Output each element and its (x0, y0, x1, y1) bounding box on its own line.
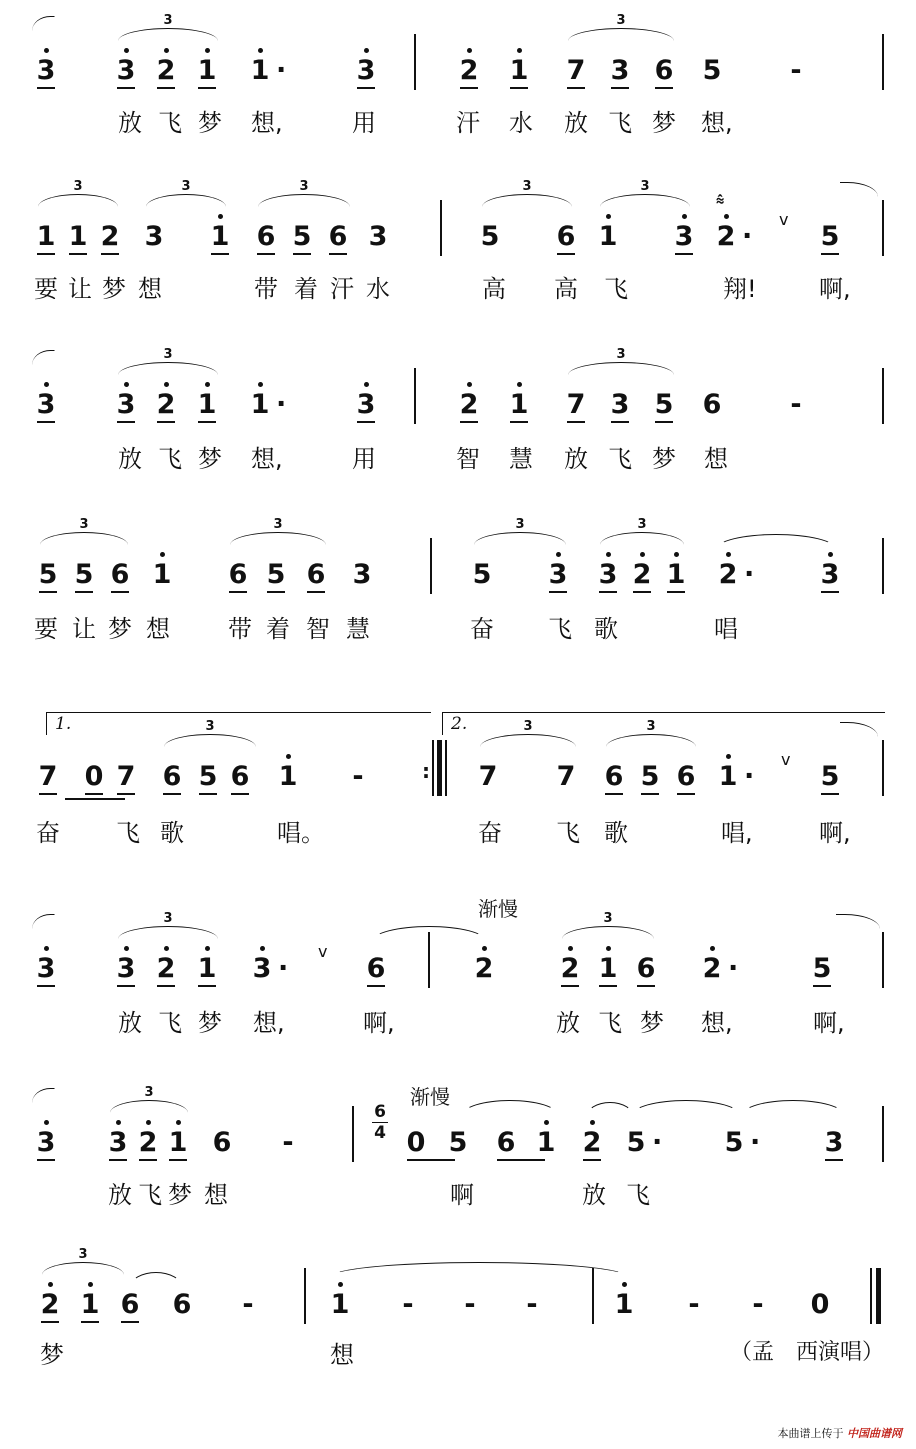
note: 1 (77, 1290, 103, 1320)
dot-extension: · (276, 389, 287, 420)
triplet-mark: 3 (118, 22, 218, 38)
triplet-mark: 3 (600, 188, 690, 204)
triplet-mark: 3 (562, 920, 654, 936)
lyric-syllable: 让 (68, 275, 92, 303)
dot-extension: · (742, 221, 753, 252)
lyrics-line-6 (0, 1008, 916, 1048)
note: 1 (275, 762, 301, 792)
note: 2 (153, 390, 179, 420)
lyric-syllable: 飞 (598, 1009, 622, 1037)
lyric-syllable: 汗 (330, 275, 354, 303)
time-signature: 6 4 (370, 1102, 390, 1143)
note-extension-dash: - (464, 1289, 476, 1320)
lyric-syllable: 飞 (604, 275, 628, 303)
triplet-mark: 3 (482, 188, 572, 204)
note: 5 (651, 390, 677, 420)
lyric-syllable: 想, (251, 109, 283, 137)
lyric-syllable: 唱。 (277, 819, 325, 847)
lyric-syllable: 放 (118, 445, 142, 473)
note: 6 (253, 222, 279, 252)
lyric-syllable: 梦 (652, 445, 676, 473)
note-extension-dash: - (282, 1127, 294, 1158)
lyric-syllable: 梦 (198, 445, 222, 473)
lyric-syllable: 梦 (108, 615, 132, 643)
note: 1 (533, 1128, 559, 1158)
lyric-syllable: 奋 (36, 819, 60, 847)
note: 7 (563, 390, 589, 420)
note: 5 (817, 222, 843, 252)
note-extension-dash: - (688, 1289, 700, 1320)
lyric-syllable: 智 (456, 445, 480, 473)
note: 6 (227, 762, 253, 792)
note: 5 (480, 221, 500, 252)
note: 2 (153, 954, 179, 984)
lyric-syllable: 想 (138, 275, 162, 303)
tempo-marking: 渐慢 (410, 1085, 450, 1109)
breath-mark: v (781, 750, 791, 769)
lyrics-line-3 (0, 444, 916, 484)
note: 5 (724, 1127, 744, 1158)
note: 1 (247, 56, 273, 86)
note: 5 (809, 954, 835, 984)
note: 2 (135, 1128, 161, 1158)
triplet-mark: 3 (118, 920, 218, 936)
triplet-mark: 3 (40, 526, 128, 542)
note: 6 (117, 1290, 143, 1320)
note: 0 (81, 762, 107, 792)
barline (414, 34, 416, 90)
note: 3 (607, 390, 633, 420)
note: 3 (353, 56, 379, 86)
repeat-dots: : (422, 759, 430, 783)
lyric-syllable: 奋 (478, 819, 502, 847)
lyric-syllable: 飞 (608, 109, 632, 137)
note: 3 (33, 390, 59, 420)
note: 2 (579, 1128, 605, 1158)
lyric-syllable: 想 (146, 615, 170, 643)
note: 0 (403, 1128, 429, 1158)
note: 3 (105, 1128, 131, 1158)
note: 7 (113, 762, 139, 792)
note: 7 (35, 762, 61, 792)
lyric-syllable: 智 (306, 615, 330, 643)
note-extension-dash: - (242, 1289, 254, 1320)
note: 5 (637, 762, 663, 792)
triplet-mark: 3 (480, 728, 576, 744)
lyric-syllable: 汗 (456, 109, 480, 137)
lyric-syllable: 啊, (363, 1009, 395, 1037)
barline (445, 740, 447, 796)
note: 1 (207, 222, 233, 252)
lyric-syllable: 想 (704, 445, 728, 473)
lyric-syllable: 啊, (819, 819, 851, 847)
note: 6 (651, 56, 677, 86)
score-line-6 (0, 911, 916, 1154)
note: 6 (601, 762, 627, 792)
lyric-syllable: 飞 (548, 615, 572, 643)
note: 1 (595, 222, 621, 252)
note: 5 (263, 560, 289, 590)
triplet-mark: 3 (230, 526, 326, 542)
note: 1 (165, 1128, 191, 1158)
triplet-mark: 3 (164, 728, 256, 744)
triplet-mark: 3 (258, 188, 350, 204)
note: 1 (715, 762, 741, 792)
note: 1 (506, 390, 532, 420)
lyric-syllable: 放 (564, 445, 588, 473)
note: 1 (33, 222, 59, 252)
lyric-syllable: 梦 (40, 1341, 64, 1369)
note: 0 (810, 1289, 830, 1320)
note: 6 (212, 1127, 232, 1158)
lyric-syllable: 想, (251, 445, 283, 473)
triplet-mark: 3 (42, 1256, 124, 1272)
note: 7 (556, 761, 576, 792)
note: 3 (33, 1128, 59, 1158)
lyric-syllable: 带 (254, 275, 278, 303)
note: 6 (159, 762, 185, 792)
note: 3 (113, 954, 139, 984)
note: 7 (563, 56, 589, 86)
note: 3 (595, 560, 621, 590)
lyric-syllable: 要 (34, 615, 58, 643)
lyrics-line-7 (0, 1180, 916, 1220)
note: 1 (506, 56, 532, 86)
triplet-mark: 3 (600, 526, 684, 542)
barline (352, 1106, 354, 1162)
note: 2 (715, 560, 741, 590)
barline (882, 368, 884, 424)
note: 6 (673, 762, 699, 792)
note: 2 (699, 954, 725, 984)
note-extension-dash: - (352, 761, 364, 792)
note: 1 (149, 560, 175, 590)
note: 3 (671, 222, 697, 252)
lyric-syllable: 水 (366, 275, 390, 303)
note: 1 (194, 56, 220, 86)
barline (428, 932, 430, 988)
lyric-syllable: 飞 (138, 1181, 162, 1209)
note: 3 (817, 560, 843, 590)
breath-mark: v (318, 942, 328, 961)
lyric-syllable: 放 (582, 1181, 606, 1209)
performer-credit: （孟 西演唱） (729, 1340, 884, 1365)
lyric-syllable: 放 (118, 109, 142, 137)
triplet-mark: 3 (568, 22, 674, 38)
lyric-syllable: 飞 (158, 1009, 182, 1037)
first-ending-bracket: 1. (46, 712, 431, 735)
lyric-syllable: 想 (204, 1181, 228, 1209)
note: 5 (71, 560, 97, 590)
lyric-syllable: 用 (352, 109, 376, 137)
note: 3 (144, 221, 164, 252)
lyric-syllable: 想, (701, 109, 733, 137)
lyric-syllable: 要 (34, 275, 58, 303)
final-barline-thick (876, 1268, 881, 1324)
note: 3 (821, 1128, 847, 1158)
note: 2 (37, 1290, 63, 1320)
note: 3 (33, 954, 59, 984)
note: 1 (663, 560, 689, 590)
note-extension-dash: - (526, 1289, 538, 1320)
note: 1 (327, 1290, 353, 1320)
triplet-mark: 3 (118, 356, 218, 372)
barline (882, 34, 884, 90)
tie-start (32, 16, 55, 31)
lyrics-line-1 (0, 108, 916, 148)
triplet-mark: 3 (568, 356, 674, 372)
note: 2 (456, 56, 482, 86)
mordent-ornament: ⩯ (716, 193, 725, 209)
triplet-mark: 3 (146, 188, 226, 204)
note-extension-dash: - (790, 55, 802, 86)
lyric-syllable: 飞 (556, 819, 580, 847)
note: 5 (448, 1127, 468, 1158)
barline (882, 538, 884, 594)
lyric-syllable: 让 (72, 615, 96, 643)
barline (882, 740, 884, 796)
lyric-syllable: 想, (253, 1009, 285, 1037)
breath-mark: v (779, 210, 789, 229)
lyric-syllable: 梦 (652, 109, 676, 137)
lyric-syllable: 放 (108, 1181, 132, 1209)
lyric-syllable: 放 (556, 1009, 580, 1037)
barline (414, 368, 416, 424)
note: 1 (194, 954, 220, 984)
lyric-syllable: 梦 (168, 1181, 192, 1209)
dot-extension: · (750, 1127, 761, 1158)
note: 5 (817, 762, 843, 792)
lyric-syllable: 翔! (723, 275, 757, 303)
note-extension-dash: - (790, 389, 802, 420)
note: 3 (545, 560, 571, 590)
lyric-syllable: 慧 (346, 615, 370, 643)
note: 2 (557, 954, 583, 984)
lyric-syllable: 啊, (813, 1009, 845, 1037)
dot-extension: · (744, 559, 755, 590)
lyric-syllable: 飞 (158, 445, 182, 473)
note: 5 (702, 55, 722, 86)
lyrics-line-4 (0, 614, 916, 654)
note: 2 (153, 56, 179, 86)
lyric-syllable: 放 (564, 109, 588, 137)
note: 7 (478, 761, 498, 792)
note: 3 (607, 56, 633, 86)
final-barline-thin (870, 1268, 872, 1324)
note: 3 (113, 390, 139, 420)
note: 5 (626, 1127, 646, 1158)
note: 2 (456, 390, 482, 420)
note: 1 (611, 1290, 637, 1320)
lyric-syllable: 带 (228, 615, 252, 643)
upload-source-footer (778, 1427, 903, 1441)
lyric-syllable: 飞 (626, 1181, 650, 1209)
note: 2 (471, 954, 497, 984)
note: 1 (595, 954, 621, 984)
note: 6 (107, 560, 133, 590)
barline (882, 932, 884, 988)
second-ending-bracket: 2. (442, 712, 885, 735)
footer-text: 本曲谱上传于 (777, 1427, 844, 1440)
note: 3 (353, 390, 379, 420)
lyric-syllable: 飞 (608, 445, 632, 473)
dot-extension: · (744, 761, 755, 792)
barline (440, 200, 442, 256)
note: 3 (249, 954, 275, 984)
lyrics-line-2 (0, 274, 916, 314)
lyric-syllable: 放 (118, 1009, 142, 1037)
lyric-syllable: 梦 (640, 1009, 664, 1037)
lyric-syllable: 啊, (819, 275, 851, 303)
lyric-syllable: 着 (266, 615, 290, 643)
lyric-syllable: 梦 (198, 1009, 222, 1037)
note: 3 (368, 221, 388, 252)
note: 5 (289, 222, 315, 252)
lyric-syllable: 水 (509, 109, 533, 137)
dot-extension: · (276, 55, 287, 86)
barline (882, 1106, 884, 1162)
repeat-barline-thick (437, 740, 442, 796)
note: 5 (472, 559, 492, 590)
dot-extension: · (278, 953, 289, 984)
lyrics-line-5 (0, 818, 916, 858)
lyric-syllable: 唱, (721, 819, 753, 847)
barline (432, 740, 434, 796)
lyric-syllable: 奋 (470, 615, 494, 643)
note: 3 (352, 559, 372, 590)
note: 6 (172, 1289, 192, 1320)
dot-extension: · (652, 1127, 663, 1158)
note: 3 (33, 56, 59, 86)
note: 3 (113, 56, 139, 86)
note: 1 (247, 390, 273, 420)
lyric-syllable: 飞 (116, 819, 140, 847)
lyric-syllable: 慧 (509, 445, 533, 473)
lyric-syllable: 梦 (102, 275, 126, 303)
lyric-syllable: 用 (352, 445, 376, 473)
note: 2 (97, 222, 123, 252)
lyric-syllable: 歌 (160, 819, 184, 847)
lyric-syllable: 想, (701, 1009, 733, 1037)
note: 6 (553, 222, 579, 252)
note: 6 (225, 560, 251, 590)
note: 6 (325, 222, 351, 252)
note: 6 (303, 560, 329, 590)
note: 2 (629, 560, 655, 590)
lyric-syllable: 啊 (450, 1181, 474, 1209)
site-logo[interactable]: 中国曲谱网 (847, 1427, 902, 1440)
note-extension-dash: - (752, 1289, 764, 1320)
note: 5 (35, 560, 61, 590)
lyric-syllable: 梦 (198, 109, 222, 137)
triplet-mark: 3 (606, 728, 696, 744)
note: 6 (363, 954, 389, 984)
barline (882, 200, 884, 256)
barline (592, 1268, 594, 1324)
lyric-syllable: 着 (294, 275, 318, 303)
triplet-mark: 3 (474, 526, 566, 542)
barline (430, 538, 432, 594)
dot-extension: · (728, 953, 739, 984)
note: 5 (195, 762, 221, 792)
lyric-syllable: 唱 (714, 615, 738, 643)
note: 2 (713, 222, 739, 252)
lyric-syllable: 想 (330, 1341, 354, 1369)
triplet-mark: 3 (110, 1094, 188, 1110)
lyric-syllable: 歌 (604, 819, 628, 847)
note-extension-dash: - (402, 1289, 414, 1320)
lyric-syllable: 歌 (594, 615, 618, 643)
tempo-marking: 渐慢 (478, 897, 518, 921)
note: 1 (194, 390, 220, 420)
lyric-syllable: 高 (482, 275, 506, 303)
note: 6 (702, 389, 722, 420)
note: 1 (65, 222, 91, 252)
lyric-syllable: 飞 (158, 109, 182, 137)
barline (304, 1268, 306, 1324)
note: 6 (633, 954, 659, 984)
note: 6 (493, 1128, 519, 1158)
lyric-syllable: 高 (554, 275, 578, 303)
triplet-mark: 3 (38, 188, 118, 204)
